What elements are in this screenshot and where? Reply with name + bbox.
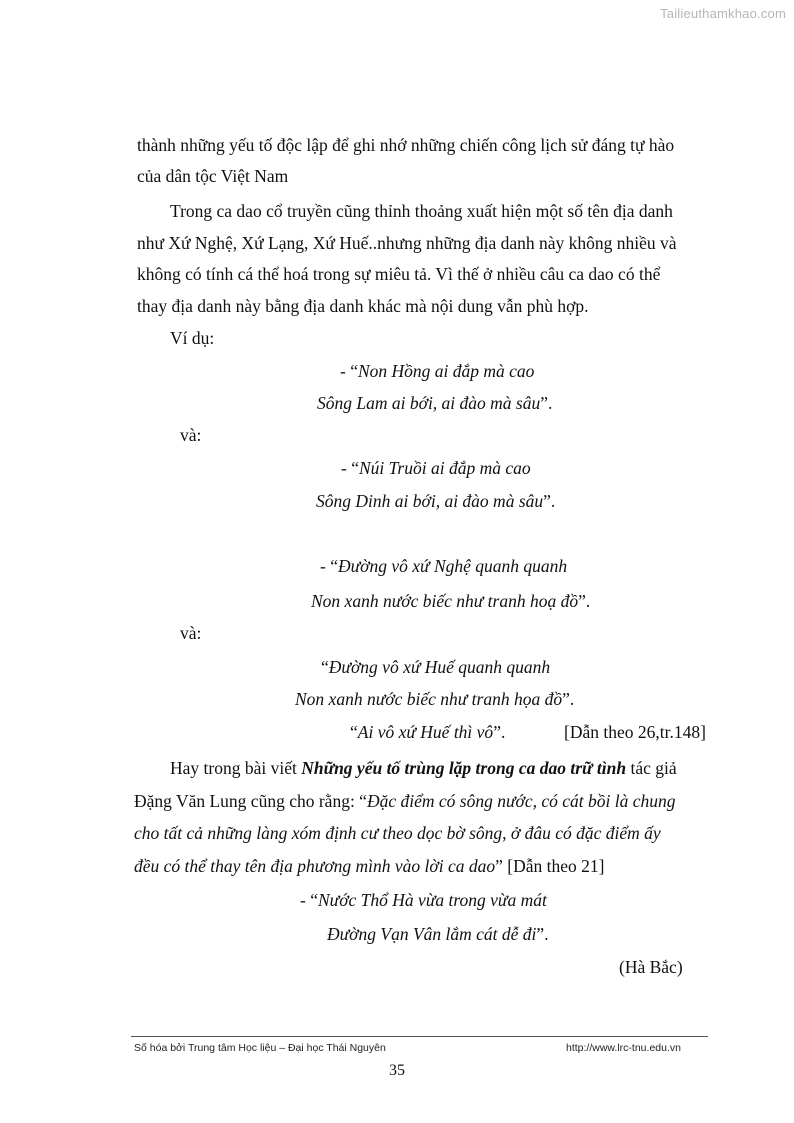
citation: [Dẫn theo 26,tr.148]: [564, 722, 706, 742]
poem-line: - “Núi Truồi ai đắp mà cao: [341, 458, 531, 478]
footer-source: Số hóa bởi Trung tâm Học liệu – Đại học Thái Nguyên: [134, 1042, 386, 1054]
paragraph-line: thay địa danh này bằng địa danh khác mà nội dung vẫn phù hợp.: [137, 296, 589, 316]
poem-line: “Ai vô xứ Huế thì vô”.: [350, 722, 506, 742]
paragraph-line: Đặng Văn Lung cũng cho rằng: “Đặc điểm có sông nước, có cát bồi là chung: [134, 791, 676, 811]
poem-line: Non xanh nước biếc như tranh họa đồ”.: [295, 689, 575, 709]
footer-divider: [131, 1036, 708, 1037]
paragraph-line: Hay trong bài viết Những yếu tố trùng lặp trong ca dao trữ tình tác giả: [170, 758, 677, 778]
page-number: 35: [389, 1062, 405, 1079]
paragraph-line: Trong ca dao cổ truyền cũng thỉnh thoảng xuất hiện một số tên địa danh: [170, 201, 673, 221]
watermark: Tailieuthamkhao.com: [660, 6, 786, 21]
poem-line: Non xanh nước biếc như tranh hoạ đồ”.: [311, 591, 591, 611]
poem-line: “Đường vô xứ Huế quanh quanh: [321, 657, 551, 677]
paragraph-line: như Xứ Nghệ, Xứ Lạng, Xứ Huế..nhưng những địa danh này không nhiều và: [137, 233, 677, 253]
paragraph-line: cho tất cả những làng xóm định cư theo dọc bờ sông, ở đâu có đặc điểm ấy: [134, 823, 661, 843]
conjunction: và:: [180, 623, 202, 643]
poem-line: - “Nước Thổ Hà vừa trong vừa mát: [300, 890, 547, 910]
paragraph-line: đều có thể thay tên địa phương mình vào lời ca dao” [Dẫn theo 21]: [134, 856, 605, 876]
poem-line: Sông Lam ai bới, ai đào mà sâu”.: [317, 393, 553, 413]
paragraph-line: của dân tộc Việt Nam: [137, 166, 289, 186]
example-label: Ví dụ:: [170, 328, 215, 348]
poem-line: - “Non Hồng ai đắp mà cao: [340, 361, 535, 381]
poem-line: - “Đường vô xứ Nghệ quanh quanh: [320, 556, 568, 576]
conjunction: và:: [180, 425, 202, 445]
poem-line: Đường Vạn Vân lắm cát dễ đi”.: [327, 924, 549, 944]
article-title: Những yếu tố trùng lặp trong ca dao trữ tình: [301, 758, 627, 778]
paragraph-line: không có tính cá thể hoá trong sự miêu tả. Vì thế ở nhiều câu ca dao có thể: [137, 264, 661, 284]
poem-line: Sông Dinh ai bới, ai đào mà sâu”.: [316, 491, 556, 511]
paragraph-line: thành những yếu tố độc lập để ghi nhớ những chiến công lịch sử đáng tự hào: [137, 135, 675, 155]
footer-url[interactable]: http://www.lrc-tnu.edu.vn: [566, 1042, 681, 1054]
poem-attribution: (Hà Bắc): [619, 957, 683, 977]
